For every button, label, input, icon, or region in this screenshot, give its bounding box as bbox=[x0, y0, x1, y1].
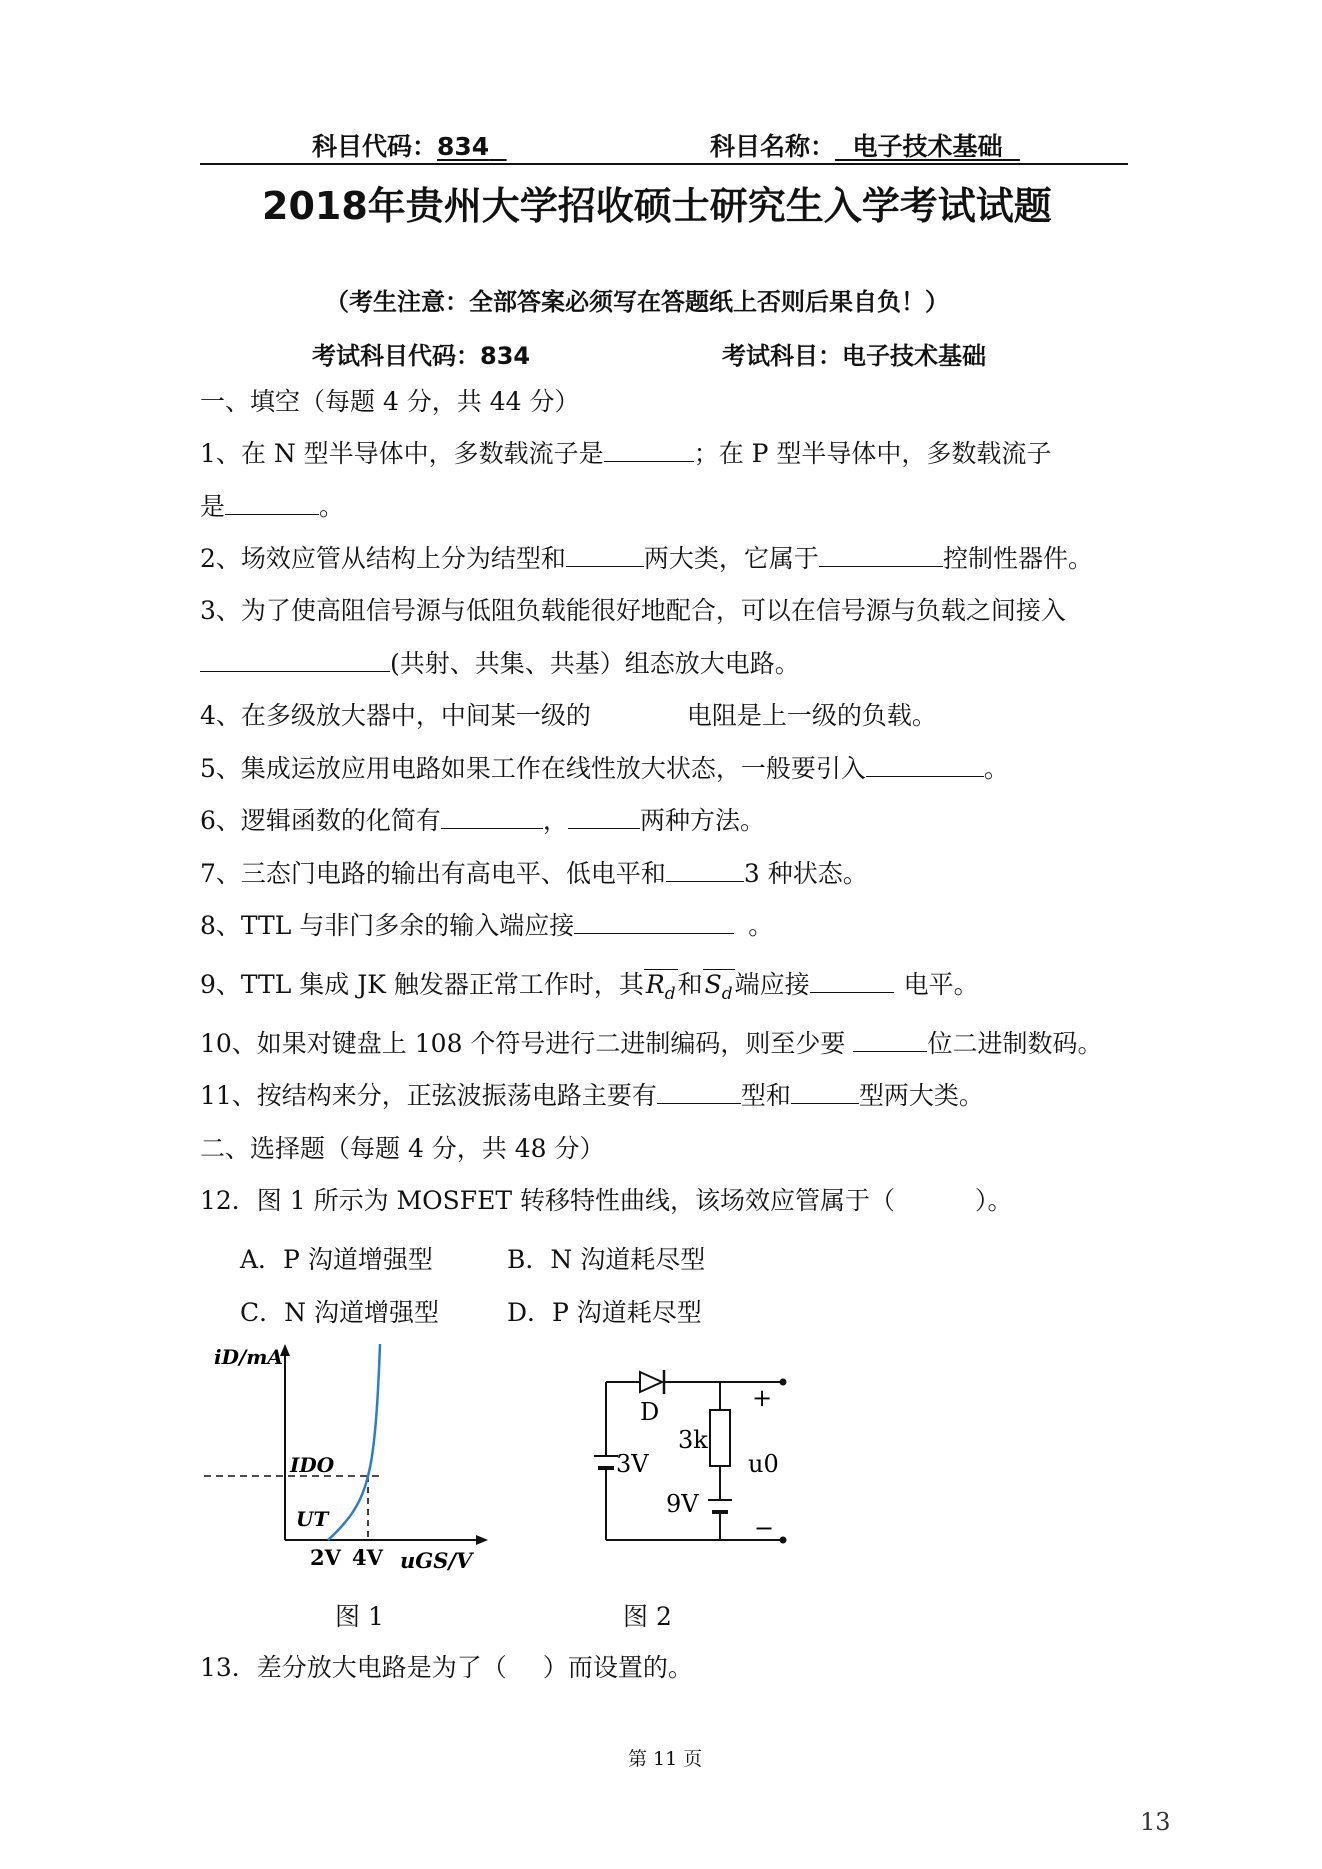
exam-code-info bbox=[312, 336, 530, 371]
question-5-text-a: 5、集成运放应用电路如果工作在线性放大状态，一般要引入 bbox=[200, 754, 866, 783]
question-3-line2 bbox=[200, 651, 800, 676]
question-9-text-a: 9、TTL 集成 JK 触发器正常工作时，其 bbox=[200, 970, 644, 999]
question-12-end: ）。 bbox=[975, 1186, 1013, 1215]
section-fill-in-heading: 一、填空（每题 4 分，共 44 分） bbox=[200, 387, 580, 416]
answer-blank bbox=[225, 494, 319, 515]
question-10-text-b: 位二进制数码。 bbox=[927, 1029, 1103, 1058]
answer-blank bbox=[791, 1083, 859, 1104]
header-rule bbox=[200, 163, 1128, 165]
exam-subject-label: 考试科目： bbox=[722, 342, 842, 370]
exam-subject-info bbox=[722, 336, 986, 371]
question-13-stem: 13．差分放大电路是为了（ bbox=[200, 1653, 507, 1682]
figure-2-caption: 图 2 bbox=[623, 1602, 672, 1631]
question-3-text-b: (共射、共集、共基）组态放大电路。 bbox=[390, 649, 800, 678]
question-1-text-c: 是 bbox=[200, 492, 226, 521]
question-1-text-a: 1、在 N 型半导体中，多数载流子是 bbox=[200, 439, 604, 468]
tick-4v: 4V bbox=[352, 1545, 383, 1570]
answer-blank bbox=[200, 651, 390, 672]
question-2-text-c: 控制性器件。 bbox=[942, 544, 1093, 573]
question-10-text-a: 10、如果对键盘上 108 个符号进行二进制编码，则至少要 bbox=[200, 1029, 846, 1058]
answer-blank bbox=[604, 441, 694, 462]
rd-overbar-symbol: $R_d$ bbox=[645, 970, 676, 1004]
subject-name-header bbox=[710, 127, 1020, 163]
question-11-text-a: 11、按结构来分，正弦波振荡电路主要有 bbox=[200, 1081, 657, 1110]
exam-code-label: 考试科目代码： bbox=[312, 342, 480, 370]
question-13 bbox=[200, 1655, 693, 1680]
section-choice-heading: 二、选择题（每题 4 分，共 48 分） bbox=[200, 1134, 605, 1163]
question-12-stem: 12．图 1 所示为 MOSFET 转移特性曲线，该场效应管属于（ bbox=[200, 1186, 895, 1215]
question-11-text-c: 型两大类。 bbox=[858, 1081, 984, 1110]
output-terminal-bottom bbox=[780, 1537, 787, 1544]
question-9-text-c: 电平。 bbox=[903, 970, 979, 999]
diode-label: D bbox=[640, 1398, 660, 1426]
question-7-text-a: 7、三态门电路的输出有高电平、低电平和 bbox=[200, 859, 666, 888]
question-9-text-b: 端应接 bbox=[734, 970, 810, 999]
candidate-notice: （考生注意：全部答案必须写在答题纸上否则后果自负！） bbox=[325, 288, 949, 316]
sd-overbar-symbol: $S_d$ bbox=[704, 970, 733, 1004]
question-8-text-a: 8、TTL 与非门多余的输入端应接 bbox=[200, 911, 575, 940]
question-11 bbox=[200, 1083, 984, 1108]
output-minus: − bbox=[754, 1514, 775, 1542]
question-2-text-a: 2、场效应管从结构上分为结型和 bbox=[200, 544, 566, 573]
y-axis-label: iD/mA bbox=[214, 1345, 283, 1369]
answer-blank bbox=[666, 861, 744, 882]
question-9 bbox=[200, 972, 979, 1003]
question-8-text-b: 。 bbox=[748, 911, 774, 940]
exam-code-value: 834 bbox=[480, 342, 531, 370]
subject-code-label: 科目代码： bbox=[312, 132, 438, 161]
question-4-text-b: 电阻是上一级的负载。 bbox=[686, 701, 937, 730]
tick-2v: 2V bbox=[310, 1545, 341, 1570]
question-10 bbox=[200, 1031, 1102, 1056]
output-voltage-label: u0 bbox=[748, 1450, 779, 1478]
subject-name-value: 电子技术基础 bbox=[852, 132, 1003, 161]
diode-symbol bbox=[640, 1372, 662, 1392]
answer-blank bbox=[574, 913, 734, 934]
answer-blank bbox=[657, 1083, 741, 1104]
x-axis-arrow bbox=[476, 1535, 488, 1545]
transfer-curve bbox=[328, 1344, 380, 1540]
question-6 bbox=[200, 808, 765, 833]
question-8 bbox=[200, 913, 773, 938]
question-4-text-a: 4、在多级放大器中，中间某一级的 bbox=[200, 701, 591, 730]
option-b: B．N 沟道耗尽型 bbox=[507, 1245, 706, 1274]
subject-code-header bbox=[312, 127, 507, 163]
question-1-line1 bbox=[200, 441, 1051, 466]
question-11-text-b: 型和 bbox=[740, 1081, 791, 1110]
x-axis-label: uGS/V bbox=[400, 1548, 473, 1573]
option-c: C．N 沟道增强型 bbox=[240, 1298, 439, 1327]
question-2-text-b: 两大类，它属于 bbox=[643, 544, 819, 573]
question-7 bbox=[200, 861, 868, 886]
answer-blank bbox=[853, 1031, 927, 1052]
subject-code-value: 834 bbox=[437, 132, 490, 161]
output-plus: + bbox=[752, 1384, 773, 1412]
question-2 bbox=[200, 546, 1093, 571]
ido-label: IDO bbox=[290, 1453, 335, 1477]
question-6-text-b: ， bbox=[542, 806, 568, 835]
exam-subject-value: 电子技术基础 bbox=[842, 342, 986, 370]
page-number: 13 bbox=[1140, 1808, 1171, 1836]
option-a: A．P 沟道增强型 bbox=[240, 1245, 433, 1274]
source-3v-label: 3V bbox=[616, 1450, 649, 1478]
figure-2-circuit bbox=[580, 1360, 810, 1560]
figure-1-caption: 图 1 bbox=[335, 1602, 384, 1631]
answer-blank bbox=[810, 972, 894, 993]
question-12 bbox=[200, 1188, 1013, 1213]
answer-blank bbox=[866, 756, 984, 777]
question-7-text-b: 3 种状态。 bbox=[743, 859, 868, 888]
question-6-text-a: 6、逻辑函数的化简有 bbox=[200, 806, 441, 835]
output-terminal-top bbox=[780, 1379, 787, 1386]
question-1-text-b: ；在 P 型半导体中，多数载流子 bbox=[693, 439, 1052, 468]
question-5-text-b: 。 bbox=[983, 754, 1009, 783]
question-1-line2 bbox=[200, 494, 344, 519]
exam-title: 2018年贵州大学招收硕士研究生入学考试试题 bbox=[262, 184, 1052, 228]
answer-blank bbox=[441, 808, 543, 829]
question-3-line1: 3、为了使高阻信号源与低阻负载能很好地配合，可以在信号源与负载之间接入 bbox=[200, 596, 1066, 625]
question-5 bbox=[200, 756, 1009, 781]
page-footer: 第 11 页 bbox=[628, 1748, 703, 1770]
source-9v-label: 9V bbox=[666, 1490, 699, 1518]
question-1-text-d: 。 bbox=[319, 492, 345, 521]
question-13-end: ）而设置的。 bbox=[542, 1653, 693, 1682]
figure-1-transfer-curve bbox=[200, 1340, 500, 1575]
question-6-text-c: 两种方法。 bbox=[639, 806, 765, 835]
question-4 bbox=[200, 703, 937, 728]
answer-blank bbox=[568, 808, 640, 829]
answer-blank bbox=[566, 546, 644, 567]
subject-name-label: 科目名称： bbox=[710, 132, 836, 161]
answer-blank bbox=[819, 546, 943, 567]
resistor-label: 3k bbox=[678, 1426, 708, 1454]
option-d: D．P 沟道耗尽型 bbox=[507, 1298, 702, 1327]
resistor-3k bbox=[710, 1410, 730, 1466]
ut-label: UT bbox=[296, 1507, 329, 1531]
question-9-and: 和 bbox=[677, 970, 703, 999]
